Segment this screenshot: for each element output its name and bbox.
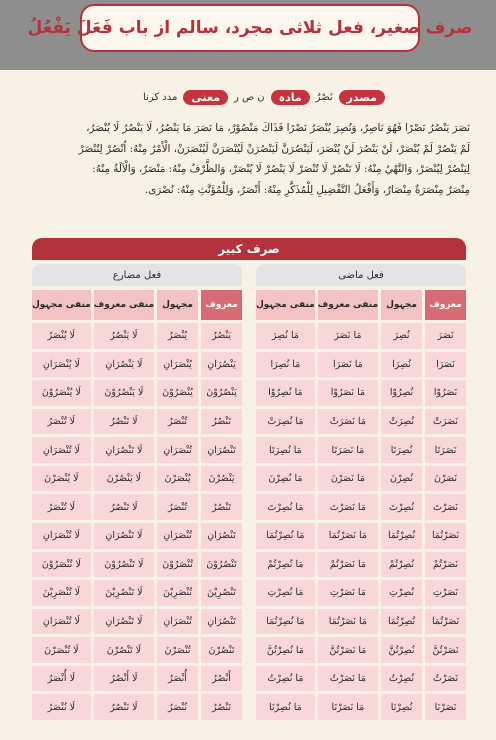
mudari-table-cell: تَنْصُرْنَ — [201, 637, 242, 663]
mudari-table-cell: يُنْصَرُ — [157, 323, 198, 349]
mudari-table-cell: تُنْصَرُ — [157, 409, 198, 435]
madi-table-cell: نُصِرْتُنَّ — [381, 637, 422, 663]
mudari-table-cell: تَنْصُرُ — [201, 494, 242, 520]
mudari-table-cell: تَنْصُرَانِ — [201, 437, 242, 463]
mudari-table-cell: لَا تَنْصُرَانِ — [94, 523, 154, 549]
mudari-table-cell: لَا تَنْصُرُ — [94, 494, 154, 520]
mudari-table-cell: لَا تُنْصَرُوْنَ — [32, 552, 91, 578]
madi-table-cell: مَا نَصَرْتِ — [318, 580, 378, 606]
madda-label: مادہ — [271, 90, 310, 105]
word-info-row — [110, 86, 385, 108]
madi-table-cell: مَا نَصَرْتُ — [318, 666, 378, 692]
mudari-table-cell: لَا أُنْصَرُ — [32, 666, 91, 692]
madda-value: ن ص ر — [234, 91, 265, 103]
mudari-table-cell: نُنْصَرُ — [157, 694, 198, 720]
mudari-table-cell: لَا تَنْصُرُوْنَ — [94, 552, 154, 578]
mudari-table-cell: يَنْصُرُوْنَ — [201, 380, 242, 406]
madi-table-cell: مَا نَصَرْتُمَا — [318, 523, 378, 549]
madi-table-cell: مَا نَصَرْتُمْ — [318, 552, 378, 578]
madi-table-cell: نَصَرْتِ — [425, 580, 466, 606]
madi-table-cell: نُصِرُوْا — [381, 380, 422, 406]
madi-table-cell: مَا نَصَرُوْا — [318, 380, 378, 406]
madi-table-cell: مَا نُصِرْنَ — [256, 466, 315, 492]
mudari-table-cell: تُنْصَرُوْنَ — [157, 552, 198, 578]
madi-table-cell: نُصِرْتَ — [381, 494, 422, 520]
madi-table-cell: مَا نُصِرَ — [256, 323, 315, 349]
mudari-table-cell: تُنْصَرَانِ — [157, 437, 198, 463]
madi-table-cell: نُصِرَا — [381, 352, 422, 378]
mudari-table-cell: تُنْصَرُ — [157, 494, 198, 520]
madi-table-cell: مَا نُصِرَتَا — [256, 437, 315, 463]
madi-table-cell: مَا نَصَرْتُمَا — [318, 609, 378, 635]
madi-table-cell: نُصِرَتْ — [381, 409, 422, 435]
madi-table-cell: نُصِرْنَا — [381, 694, 422, 720]
sarf-sagheer-paragraph — [30, 118, 470, 200]
madi-table-cell: نُصِرَتَا — [381, 437, 422, 463]
madi-table-cell: نَصَرْتُمْ — [425, 552, 466, 578]
mudari-table-cell: لَا تَنْصُرُ — [94, 409, 154, 435]
mudari-table-cell: لَا أَنْصُرُ — [94, 666, 154, 692]
madi-table-cell: نَصَرْنَ — [425, 466, 466, 492]
madi-header-cell: مجہول — [381, 290, 422, 320]
madi-table-cell: نَصَرْنَا — [425, 694, 466, 720]
mudari-group-header: فعل مضارع — [32, 264, 242, 286]
madi-table-cell: مَا نَصَرَتَا — [318, 437, 378, 463]
madi-table-cell: نُصِرَ — [381, 323, 422, 349]
madi-table-cell: مَا نُصِرُوْا — [256, 380, 315, 406]
mudari-table-cell: تَنْصُرَانِ — [201, 523, 242, 549]
mudari-table-cell: لَا تَنْصُرْنَ — [94, 637, 154, 663]
mudari-header-cell: مجہول — [157, 290, 198, 320]
mudari-table-cell: لَا يَنْصُرْنَ — [94, 466, 154, 492]
madi-table-cell: مَا نَصَرَتْ — [318, 409, 378, 435]
mudari-table-cell: يَنْصُرْنَ — [201, 466, 242, 492]
madi-table-cell: نَصَرُوْا — [425, 380, 466, 406]
mudari-table-cell: تَنْصُرُ — [201, 409, 242, 435]
mudari-table-cell: لَا تُنْصَرْنَ — [32, 637, 91, 663]
madi-table-cell: نُصِرْتِ — [381, 580, 422, 606]
madi-table-cell: نَصَرْتُمَا — [425, 609, 466, 635]
madi-table-cell: مَا نُصِرْتَ — [256, 494, 315, 520]
madi-table-cell: نَصَرْتُنَّ — [425, 637, 466, 663]
mudari-table-cell: تَنْصُرِيْنَ — [201, 580, 242, 606]
madi-table-cell: مَا نَصَرْنَ — [318, 466, 378, 492]
mudari-table-cell: لَا تُنْصَرُ — [32, 494, 91, 520]
mudari-table-cell: يَنْصُرُ — [201, 323, 242, 349]
mudari-table-cell: تُنْصَرِيْنَ — [157, 580, 198, 606]
mudari-header-cell: منفی مجہول — [32, 290, 91, 320]
madi-header-cell: منفی معروف — [318, 290, 378, 320]
mudari-table-cell: لَا يُنْصَرَانِ — [32, 352, 91, 378]
paragraph-line: نَصَرَ يَنْصُرُ نَصْرًا فَهُوَ نَاصِرٌ، وَنُصِرَ يُنْصَرُ نَصْرًا فَذَاكَ مَنْصُوْرٌ، مَا نَصَرَ مَا يَنْصُرُ، لَا يَنْصُرُ لَا يُنْصَرُ، — [86, 122, 470, 134]
madi-table-cell: مَا نُصِرْتُمَا — [256, 523, 315, 549]
madi-table-cell: نُصِرْتُمَا — [381, 523, 422, 549]
madi-table-cell: نَصَرَتْ — [425, 409, 466, 435]
mudari-table-cell: يُنْصَرَانِ — [157, 352, 198, 378]
mudari-table-cell: لَا تُنْصَرَانِ — [32, 437, 91, 463]
masdar-value: نَصْرٌ — [315, 91, 333, 103]
madi-table-cell: نَصَرْتُمَا — [425, 523, 466, 549]
mudari-table-cell: أُنْصَرُ — [157, 666, 198, 692]
mudari-table-cell: أَنْصُرُ — [201, 666, 242, 692]
madi-table-cell: مَا نَصَرَا — [318, 352, 378, 378]
mudari-table-cell: تُنْصَرَانِ — [157, 609, 198, 635]
madi-table-cell: مَا نُصِرْتُمَا — [256, 609, 315, 635]
mudari-table-cell: تُنْصَرَانِ — [157, 523, 198, 549]
madi-table-cell: نَصَرَتَا — [425, 437, 466, 463]
mudari-table-cell: لَا تَنْصُرِيْنَ — [94, 580, 154, 606]
mudari-table-cell: لَا يَنْصُرُ — [94, 323, 154, 349]
madi-table-cell: نَصَرْتَ — [425, 494, 466, 520]
madi-table-cell: مَا نَصَرَ — [318, 323, 378, 349]
mana-value: مدد کرنا — [143, 91, 178, 103]
mudari-table-cell: لَا تُنْصَرَانِ — [32, 523, 91, 549]
paragraph-line: لِيَنْصُرْ لِيُنْصَرْ، وَالنَّهْيُ مِنْهُ: لَا تَنْصُرْ لَا تُنْصَرْ لَا يَنْصُرْ لَا يُنْصَرْ، وَالظَّرْفُ مِنْهُ: مَنْصَرٌ، وَالْآلَةُ مِنْهُ: — [92, 163, 470, 175]
mudari-table-cell: يُنْصَرُوْنَ — [157, 380, 198, 406]
madi-table-cell: مَا نُصِرْتُنَّ — [256, 637, 315, 663]
mudari-table-cell: لَا يَنْصُرَانِ — [94, 352, 154, 378]
mudari-table-cell: تَنْصُرَانِ — [201, 609, 242, 635]
madi-table-cell: نُصِرْتُ — [381, 666, 422, 692]
madi-table-cell: نُصِرْتُمَا — [381, 609, 422, 635]
sarf-kabir-heading: صرف کبیر — [32, 238, 466, 260]
madi-table-cell: مَا نُصِرْتِ — [256, 580, 315, 606]
masdar-label: مصدر — [339, 90, 385, 105]
mudari-table-cell: لَا تَنْصُرَانِ — [94, 609, 154, 635]
madi-header-cell: منفی مجہول — [256, 290, 315, 320]
mudari-table-cell: يَنْصُرَانِ — [201, 352, 242, 378]
madi-table-cell: نُصِرْتُمْ — [381, 552, 422, 578]
madi-table-cell: مَا نَصَرْتُنَّ — [318, 637, 378, 663]
mudari-table-cell: لَا يَنْصُرُوْنَ — [94, 380, 154, 406]
mudari-table — [32, 290, 242, 720]
mudari-table-cell: لَا نَنْصُرُ — [94, 694, 154, 720]
madi-table-cell: مَا نُصِرَتْ — [256, 409, 315, 435]
madi-table-cell: نَصَرْتُ — [425, 666, 466, 692]
mudari-table-cell: لَا يُنْصَرْنَ — [32, 466, 91, 492]
madi-table-cell: مَا نُصِرْتُمْ — [256, 552, 315, 578]
madi-table-cell: نَصَرَ — [425, 323, 466, 349]
madi-table-cell: مَا نُصِرْنَا — [256, 694, 315, 720]
mudari-table-cell: لَا نُنْصَرُ — [32, 694, 91, 720]
mudari-header-cell: منفی معروف — [94, 290, 154, 320]
mudari-table-cell: تُنْصَرْنَ — [157, 637, 198, 663]
mudari-table-cell: لَا تَنْصُرَانِ — [94, 437, 154, 463]
mudari-table-cell: لَا تُنْصَرُ — [32, 409, 91, 435]
mudari-table-cell: لَا يُنْصَرُ — [32, 323, 91, 349]
mudari-table-cell: لَا يُنْصَرُوْنَ — [32, 380, 91, 406]
paragraph-line: لَمْ يَنْصُرْ لَمْ يُنْصَرْ، لَنْ يَنْصُرَ لَنْ يُنْصَرَ، لَيَنْصُرَنَّ لَيَنْصُرَنْ لَيُنْصَرَنَّ لَيُنْصَرَنْ، الْأَمْرُ مِنْهُ: اُنْصُرْ لِتُنْصَرْ — [78, 142, 470, 155]
madi-table-cell: مَا نَصَرْتَ — [318, 494, 378, 520]
paragraph-line: مِنْصَرٌ مِنْصَرَةٌ مِنْصَارٌ، وَأَفْعَلُ التَّفْضِيلِ لِلْمُذَكَّرِ مِنْهُ: أَنْصَرُ، وَلِلْمُؤَنَّثِ مِنْهُ: نُصْرَى. — [144, 183, 470, 196]
mudari-header-cell: معروف — [201, 290, 242, 320]
mudari-table-cell: لَا تُنْصَرَانِ — [32, 609, 91, 635]
mudari-table-cell: لَا تُنْصَرِيْنَ — [32, 580, 91, 606]
madi-table-cell: مَا نَصَرْنَا — [318, 694, 378, 720]
madi-header-cell: معروف — [425, 290, 466, 320]
mudari-table-cell: يُنْصَرْنَ — [157, 466, 198, 492]
madi-table-cell: نُصِرْنَ — [381, 466, 422, 492]
madi-group-header: فعل ماضی — [256, 264, 466, 286]
madi-table-cell: مَا نُصِرْتُ — [256, 666, 315, 692]
madi-table-cell: نَصَرَا — [425, 352, 466, 378]
mana-label: معنی — [183, 90, 228, 105]
mudari-table-cell: تَنْصُرُوْنَ — [201, 552, 242, 578]
madi-table — [256, 290, 466, 720]
page-title: صرف صغیر، فعل ثلاثی مجرد، سالم از باب فَعَلَ یَفْعُلُ — [80, 4, 420, 52]
madi-table-cell: مَا نُصِرَا — [256, 352, 315, 378]
mudari-table-cell: نَنْصُرُ — [201, 694, 242, 720]
